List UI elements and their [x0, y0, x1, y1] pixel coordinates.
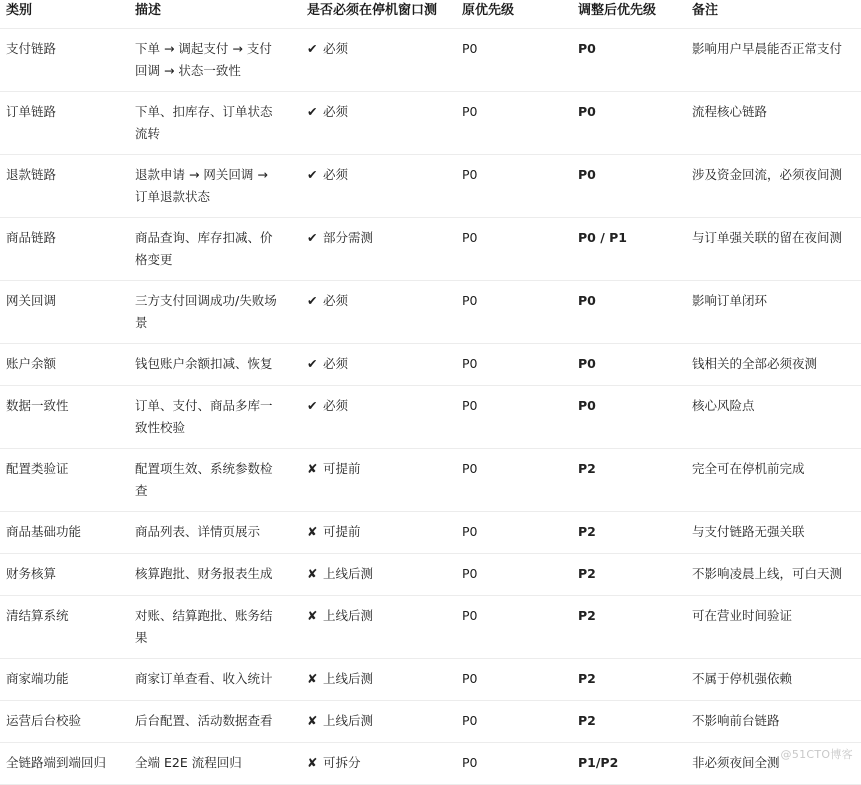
note-text: 完全可在停机前完成 — [692, 461, 805, 476]
description-line: 商家订单查看、收入统计 — [135, 671, 273, 686]
table-row — [0, 344, 861, 386]
note-cell — [692, 227, 860, 249]
header-original-priority: 原优先级 — [462, 3, 515, 18]
category-text: 退款链路 — [6, 167, 57, 182]
original-priority: P0 — [462, 398, 478, 413]
original-priority-cell — [462, 563, 572, 585]
adjusted-priority-cell — [578, 752, 688, 774]
adjusted-priority: P2 — [578, 566, 596, 581]
category-cell — [6, 164, 131, 186]
adjusted-priority-cell — [578, 668, 688, 690]
description-cell — [135, 38, 280, 82]
original-priority: P0 — [462, 230, 478, 245]
note-cell — [692, 38, 860, 60]
note-text: 流程核心链路 — [692, 104, 768, 119]
note-cell — [692, 668, 860, 690]
category-cell — [6, 605, 131, 627]
adjusted-priority: P2 — [578, 524, 596, 539]
category-text: 账户余额 — [6, 356, 57, 371]
adjusted-priority-cell — [578, 563, 688, 585]
original-priority: P0 — [462, 524, 478, 539]
description-line: 三方支付回调成功/失败场 — [135, 293, 277, 308]
note-text: 可在营业时间验证 — [692, 608, 793, 623]
description-line: 致性校验 — [135, 420, 186, 435]
header-description: 描述 — [135, 3, 162, 18]
must-test-text: 必须 — [323, 293, 349, 308]
adjusted-priority-cell — [578, 290, 688, 312]
description-cell — [135, 563, 280, 585]
note-text: 不属于停机强依赖 — [692, 671, 793, 686]
must-test-cell — [307, 353, 457, 375]
category-cell — [6, 38, 131, 60]
cross-icon: ✘ — [307, 755, 318, 770]
category-text: 运营后台校验 — [6, 713, 82, 728]
table-row — [0, 554, 861, 596]
must-test-cell — [307, 710, 457, 732]
description-line: 景 — [135, 315, 148, 330]
description-line: 商品列表、详情页展示 — [135, 524, 261, 539]
category-cell — [6, 521, 131, 543]
original-priority: P0 — [462, 755, 478, 770]
category-text: 支付链路 — [6, 41, 57, 56]
must-test-text: 必须 — [323, 167, 349, 182]
must-test-cell — [307, 395, 457, 417]
adjusted-priority-cell — [578, 605, 688, 627]
note-cell — [692, 101, 860, 123]
must-test-text: 可提前 — [323, 461, 361, 476]
table-row — [0, 596, 861, 659]
must-test-cell — [307, 164, 457, 186]
category-text: 网关回调 — [6, 293, 57, 308]
table-row — [0, 659, 861, 701]
table-row — [0, 29, 861, 92]
cross-icon: ✘ — [307, 524, 318, 539]
description-cell — [135, 752, 280, 774]
adjusted-priority-cell — [578, 353, 688, 375]
note-cell — [692, 395, 860, 417]
category-text: 商品基础功能 — [6, 524, 82, 539]
original-priority-cell — [462, 290, 572, 312]
description-line: 退款申请 → 网关回调 → — [135, 167, 268, 182]
note-cell — [692, 164, 860, 186]
original-priority: P0 — [462, 356, 478, 371]
check-icon: ✔ — [307, 230, 318, 245]
note-text: 影响订单闭环 — [692, 293, 768, 308]
original-priority-cell — [462, 227, 572, 249]
description-cell — [135, 521, 280, 543]
must-test-text: 上线后测 — [323, 608, 374, 623]
category-cell — [6, 752, 131, 774]
original-priority: P0 — [462, 293, 478, 308]
original-priority: P0 — [462, 713, 478, 728]
table-header-row — [0, 0, 861, 29]
must-test-cell — [307, 563, 457, 585]
description-cell — [135, 458, 280, 502]
note-cell — [692, 521, 860, 543]
category-text: 配置类验证 — [6, 461, 69, 476]
category-cell — [6, 668, 131, 690]
cross-icon: ✘ — [307, 713, 318, 728]
adjusted-priority: P2 — [578, 671, 596, 686]
check-icon: ✔ — [307, 398, 318, 413]
original-priority: P0 — [462, 671, 478, 686]
original-priority-cell — [462, 164, 572, 186]
header-category: 类别 — [6, 3, 33, 18]
category-cell — [6, 101, 131, 123]
must-test-text: 可提前 — [323, 524, 361, 539]
note-cell — [692, 290, 860, 312]
description-cell — [135, 164, 280, 208]
table-row — [0, 386, 861, 449]
cross-icon: ✘ — [307, 461, 318, 476]
description-cell — [135, 353, 280, 375]
original-priority-cell — [462, 752, 572, 774]
table-row — [0, 92, 861, 155]
header-adjusted-priority: 调整后优先级 — [578, 3, 657, 18]
category-cell — [6, 395, 131, 417]
must-test-text: 上线后测 — [323, 671, 374, 686]
description-line: 后台配置、活动数据查看 — [135, 713, 273, 728]
original-priority: P0 — [462, 104, 478, 119]
category-text: 全链路端到端回归 — [6, 755, 107, 770]
category-text: 商品链路 — [6, 230, 57, 245]
note-text: 非必须夜间全测 — [692, 755, 780, 770]
category-text: 商家端功能 — [6, 671, 69, 686]
original-priority-cell — [462, 353, 572, 375]
adjusted-priority: P0 — [578, 398, 596, 413]
description-line: 格变更 — [135, 252, 173, 267]
must-test-text: 上线后测 — [323, 566, 374, 581]
must-test-text: 必须 — [323, 104, 349, 119]
must-test-text: 必须 — [323, 356, 349, 371]
original-priority-cell — [462, 38, 572, 60]
original-priority: P0 — [462, 461, 478, 476]
note-text: 涉及资金回流，必须夜间测 — [692, 167, 843, 182]
original-priority-cell — [462, 710, 572, 732]
note-text: 与订单强关联的留在夜间测 — [692, 230, 843, 245]
description-line: 订单退款状态 — [135, 189, 211, 204]
must-test-cell — [307, 290, 457, 312]
check-icon: ✔ — [307, 293, 318, 308]
table-row — [0, 449, 861, 512]
adjusted-priority-cell — [578, 521, 688, 543]
adjusted-priority: P0 — [578, 167, 596, 182]
original-priority: P0 — [462, 566, 478, 581]
must-test-cell — [307, 101, 457, 123]
description-line: 商品查询、库存扣减、价 — [135, 230, 273, 245]
description-line: 配置项生效、系统参数检 — [135, 461, 273, 476]
must-test-text: 部分需测 — [323, 230, 374, 245]
table-row — [0, 155, 861, 218]
adjusted-priority: P0 — [578, 104, 596, 119]
description-cell — [135, 668, 280, 690]
original-priority-cell — [462, 395, 572, 417]
original-priority: P0 — [462, 41, 478, 56]
note-cell — [692, 353, 860, 375]
table-row — [0, 701, 861, 743]
category-cell — [6, 710, 131, 732]
must-test-text: 上线后测 — [323, 713, 374, 728]
table-row — [0, 218, 861, 281]
category-cell — [6, 290, 131, 312]
description-cell — [135, 605, 280, 649]
category-cell — [6, 563, 131, 585]
description-line: 下单、扣库存、订单状态 — [135, 104, 273, 119]
description-line: 全端 E2E 流程回归 — [135, 755, 242, 770]
description-cell — [135, 227, 280, 271]
description-line: 核算跑批、财务报表生成 — [135, 566, 273, 581]
category-text: 财务核算 — [6, 566, 57, 581]
adjusted-priority: P1/P2 — [578, 755, 619, 770]
adjusted-priority: P0 — [578, 293, 596, 308]
header-notes: 备注 — [692, 3, 719, 18]
adjusted-priority: P0 — [578, 356, 596, 371]
description-line: 流转 — [135, 126, 161, 141]
must-test-cell — [307, 605, 457, 627]
check-icon: ✔ — [307, 41, 318, 56]
description-line: 查 — [135, 483, 148, 498]
table-row — [0, 512, 861, 554]
adjusted-priority-cell — [578, 38, 688, 60]
original-priority-cell — [462, 521, 572, 543]
description-line: 果 — [135, 630, 148, 645]
category-text: 清结算系统 — [6, 608, 69, 623]
note-text: 与支付链路无强关联 — [692, 524, 805, 539]
original-priority: P0 — [462, 167, 478, 182]
adjusted-priority-cell — [578, 395, 688, 417]
note-cell — [692, 563, 860, 585]
adjusted-priority: P2 — [578, 713, 596, 728]
must-test-cell — [307, 458, 457, 480]
adjusted-priority: P0 — [578, 41, 596, 56]
note-cell — [692, 458, 860, 480]
category-cell — [6, 353, 131, 375]
adjusted-priority-cell — [578, 227, 688, 249]
description-line: 对账、结算跑批、账务结 — [135, 608, 273, 623]
table-row — [0, 743, 861, 785]
cross-icon: ✘ — [307, 671, 318, 686]
adjusted-priority-cell — [578, 710, 688, 732]
check-icon: ✔ — [307, 104, 318, 119]
description-cell — [135, 395, 280, 439]
description-line: 回调 → 状态一致性 — [135, 63, 241, 78]
category-cell — [6, 227, 131, 249]
must-test-cell — [307, 668, 457, 690]
note-cell — [692, 605, 860, 627]
note-text: 不影响前台链路 — [692, 713, 780, 728]
must-test-text: 可拆分 — [323, 755, 361, 770]
original-priority-cell — [462, 458, 572, 480]
description-line: 订单、支付、商品多库一 — [135, 398, 273, 413]
check-icon: ✔ — [307, 356, 318, 371]
description-line: 钱包账户余额扣减、恢复 — [135, 356, 273, 371]
description-cell — [135, 710, 280, 732]
adjusted-priority-cell — [578, 458, 688, 480]
must-test-cell — [307, 227, 457, 249]
header-must-test: 是否必须在停机窗口测 — [307, 3, 438, 18]
note-cell — [692, 710, 860, 732]
must-test-cell — [307, 38, 457, 60]
note-text: 不影响凌晨上线，可白天测 — [692, 566, 843, 581]
adjusted-priority: P2 — [578, 608, 596, 623]
original-priority-cell — [462, 668, 572, 690]
adjusted-priority: P2 — [578, 461, 596, 476]
check-icon: ✔ — [307, 167, 318, 182]
category-text: 数据一致性 — [6, 398, 69, 413]
original-priority-cell — [462, 101, 572, 123]
must-test-text: 必须 — [323, 41, 349, 56]
must-test-text: 必须 — [323, 398, 349, 413]
adjusted-priority-cell — [578, 164, 688, 186]
description-line: 下单 → 调起支付 → 支付 — [135, 41, 272, 56]
note-text: 钱相关的全部必须夜测 — [692, 356, 818, 371]
watermark: @51CTO博客 — [780, 748, 853, 761]
description-cell — [135, 101, 280, 145]
adjusted-priority: P0 / P1 — [578, 230, 627, 245]
table-row — [0, 281, 861, 344]
must-test-cell — [307, 521, 457, 543]
description-cell — [135, 290, 280, 334]
adjusted-priority-cell — [578, 101, 688, 123]
must-test-cell — [307, 752, 457, 774]
cross-icon: ✘ — [307, 566, 318, 581]
original-priority: P0 — [462, 608, 478, 623]
category-text: 订单链路 — [6, 104, 57, 119]
note-text: 核心风险点 — [692, 398, 755, 413]
original-priority-cell — [462, 605, 572, 627]
cross-icon: ✘ — [307, 608, 318, 623]
note-text: 影响用户早晨能否正常支付 — [692, 41, 843, 56]
category-cell — [6, 458, 131, 480]
